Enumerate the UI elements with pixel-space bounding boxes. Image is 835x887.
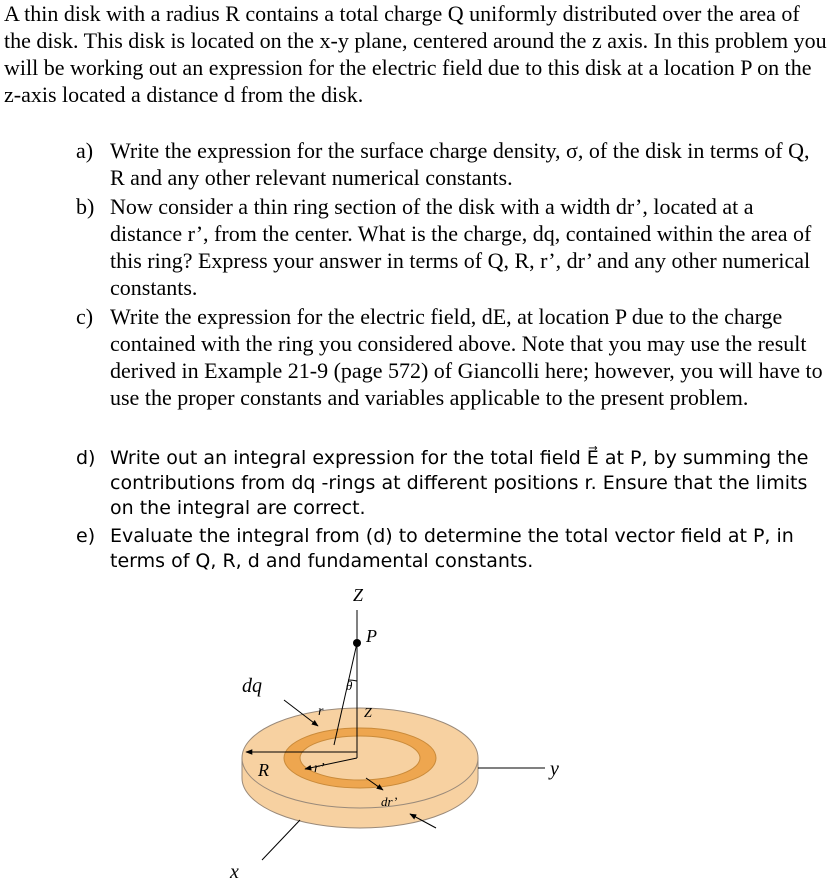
question-text: Write the expression for the surface charge density, σ, of the disk in terms of Q, R and any other relevant numerical constants. [110,138,810,190]
y-axis-label: y [550,758,559,780]
question-label: e) [76,525,96,547]
x-axis-label: x [230,861,239,883]
x-axis [262,820,300,860]
r-prime-label: r’ [314,761,325,776]
question-a [76,137,826,193]
dr-prime-label: dr’ [381,794,398,809]
question-text: Evaluate the integral from (d) to determine the total vector field at P, in terms of Q, R, d and fundamental constants. [110,525,794,572]
question-label: a) [76,138,94,163]
dq-label: dq [242,675,262,697]
r-label: r [318,704,324,719]
question-e [76,524,826,576]
theta-label: θ [346,678,353,693]
disk [242,708,478,828]
z-distance-label: Z [364,706,372,721]
question-label: d) [76,447,96,469]
R-label: R [258,760,269,780]
question-text: Write out an integral expression for the total field E⃗ at P, by summing the contributions from dq -rings at different positions r. Ensure that the limits on the integral are correct. [110,447,809,519]
question-text: Write the expression for the electric field, dE, at location P due to the charge contained with the ring you considered above. Note that you may use the result derived in Example 21-9 (page 572) of Giancolli here; however, you will have to use the proper constants and variables applicable to the present problem. [110,304,823,410]
point-label: P [366,626,377,646]
z-axis-label: Z [353,585,364,605]
question-b [76,193,826,303]
question-text: Now consider a thin ring section of the disk with a width dr’, located at a distance r’, from the center. What is the charge, dq, contained within the area of this ring? Express your answer in terms of Q, R, r’, dr’ and any other numerical constants. [110,194,812,300]
question-d [76,446,826,524]
question-c [76,303,826,443]
problem-intro: A thin disk with a radius R contains a total charge Q uniformly distributed over the area of the disk. This disk is located on the x-y plane, centered around the z axis. In this problem you will be working out an expression for the electric field due to this disk at a location P on the z-axis located a distance d from the disk. [4,1,827,107]
question-label: b) [76,194,95,219]
question-label: c) [76,304,94,329]
disk-diagram [200,580,620,885]
